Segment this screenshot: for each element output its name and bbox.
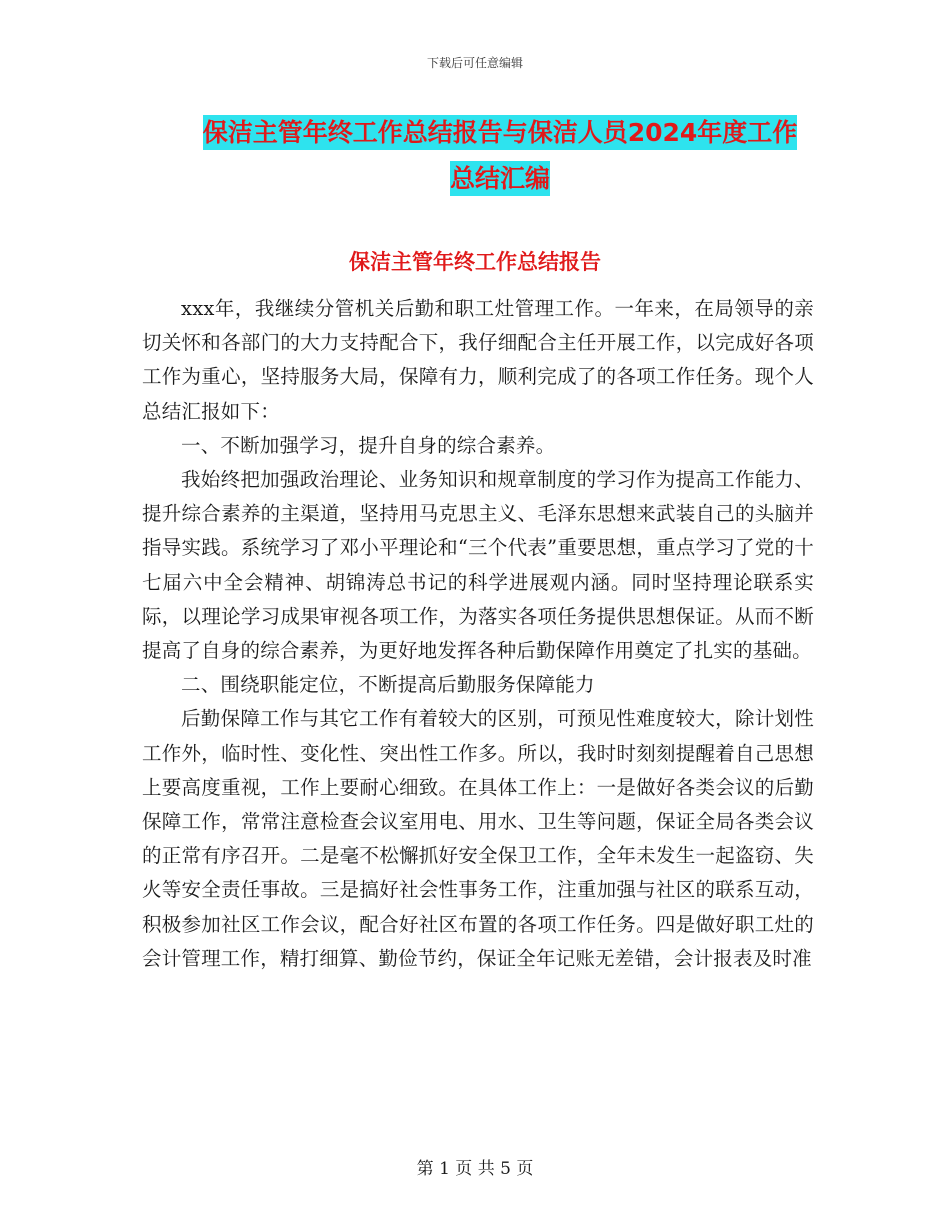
body-paragraph: xxx年，我继续分管机关后勤和职工灶管理工作。一年来，在局领导的亲切关怀和各部门的大力支持配合下，我仔细配合主任开展工作，以完成好各项工作为重心，坚持服务大局，保障有力，顺利完成了的各项工作任务。现个人总结汇报如下： <box>142 297 814 423</box>
body-paragraph: 我始终把加强政治理论、业务知识和规章制度的学习作为提高工作能力、提升综合素养的主渠道，坚持用马克思主义、毛泽东思想来武装自己的头脑并指导实践。系统学习了邓小平理论和“三个代表”重要思想，重点学习了党的十七届六中全会精神、胡锦涛总书记的科学进展观内涵。同时坚持理论联系实际，以理论学习成果审视各项工作，为落实各项任务提供思想保证。从而不断提高了自身的综合素养，为更好地发挥各种后勤保障作用奠定了扎实的基础。 <box>142 468 814 663</box>
body-paragraph: 后勤保障工作与其它工作有着较大的区别，可预见性难度较大，除计划性工作外，临时性、变化性、突出性工作多。所以，我时时刻刻提醒着自己思想上要高度重视，工作上要耐心细致。在具体工作上：一是做好各类会议的后勤保障工作，常常注意检查会议室用电、用水、卫生等问题，保证全局各类会议的正常有序召开。二是毫不松懈抓好安全保卫工作，全年未发生一起盗窃、失火等安全责任事故。三是搞好社会性事务工作，注重加强与社区的联系互动，积极参加社区工作会议，配合好社区布置的各项工作任务。四是做好职工灶的会计管理工作，精打细算、勤俭节约，保证全年记账无差错，会计报表及时准 <box>142 707 814 970</box>
body-heading-2: 二、围绕职能定位，不断提高后勤服务保障能力 <box>181 673 595 697</box>
body-heading-1: 一、不断加强学习，提升自身的综合素养。 <box>181 433 556 457</box>
section-title: 保洁主管年终工作总结报告 <box>349 250 601 274</box>
page-number-footer: 第 1 页 共 5 页 <box>416 1159 534 1179</box>
page-header-note: 下载后可任意编辑 <box>426 56 523 70</box>
document-body <box>142 292 814 976</box>
document-title-line-2: 总结汇编 <box>450 161 550 196</box>
document-title-line-1: 保洁主管年终工作总结报告与保洁人员2024年度工作 <box>203 115 798 150</box>
document-title <box>140 110 860 202</box>
